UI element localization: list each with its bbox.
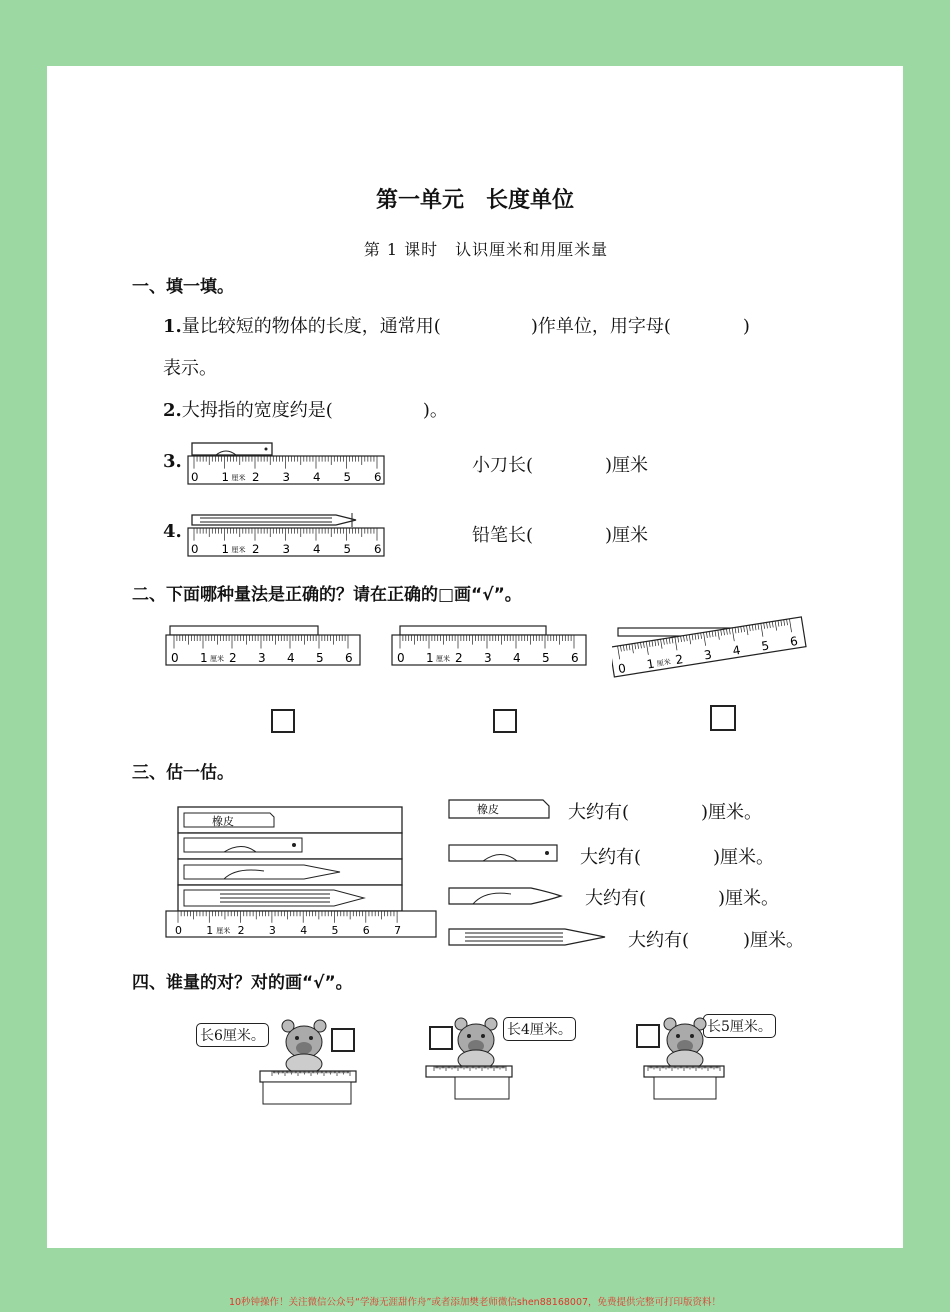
ruler-tick-label: 6 <box>571 651 579 665</box>
answer-checkbox-3[interactable] <box>710 705 736 731</box>
pencil-figure <box>445 925 610 949</box>
ruler-tick-label: 5 <box>542 651 550 665</box>
svg-text:橡皮: 橡皮 <box>212 815 234 828</box>
ruler-tick-label: 6 <box>362 924 370 937</box>
ruler-unit-label: 厘米 <box>210 655 224 663</box>
ruler-tick-label: 1 <box>200 651 208 665</box>
speech-bubble-2: 长4厘米。 <box>503 1017 576 1041</box>
ruler-unit-label: 厘米 <box>436 655 450 663</box>
question-3-number: 3. <box>163 451 182 472</box>
ruler-tick-label: 0 <box>191 470 199 484</box>
sharpener-strip-figure <box>445 842 565 866</box>
ruler-icon <box>166 635 360 665</box>
ruler-icon <box>260 1071 356 1082</box>
ruler-unit-label: 厘米 <box>216 927 231 935</box>
pencil-on-ruler-figure <box>186 510 386 560</box>
ruler-tick-label: 5 <box>343 542 351 556</box>
ruler-icon <box>188 456 384 484</box>
sharpener-strip-icon <box>184 838 302 852</box>
estimate-row-3: 大约有( )厘米。 <box>585 888 780 909</box>
eraser-icon <box>184 813 274 828</box>
question-2-text: 大拇指的宽度约是( )。 <box>181 400 448 421</box>
ruler-tick-label: 3 <box>282 542 290 556</box>
block-icon <box>263 1082 351 1104</box>
pencil-icon <box>184 890 364 906</box>
strip-icon <box>170 626 318 635</box>
answer-checkbox-2[interactable] <box>493 709 517 733</box>
page-title: 第一单元 长度单位 <box>375 188 574 213</box>
ruler-tick-label: 4 <box>313 470 321 484</box>
ruler-tick-label: 6 <box>345 651 353 665</box>
eraser-figure <box>445 796 555 822</box>
question-1-number: 1. <box>163 316 182 337</box>
bear-scene-3 <box>640 1016 730 1106</box>
knife-icon <box>192 443 272 455</box>
ruler-tick-label: 2 <box>455 651 463 665</box>
knife-on-ruler-figure <box>186 440 386 490</box>
measure-option-2-figure <box>390 622 590 670</box>
block-icon <box>654 1077 716 1099</box>
bear-scene-2 <box>425 1016 515 1106</box>
ruler-tick-label: 6 <box>788 633 799 649</box>
bear-icon <box>282 1020 326 1074</box>
measure-option-1-figure <box>164 622 364 670</box>
bear-scene-1 <box>258 1018 358 1108</box>
speech-bubble-1: 长6厘米。 <box>196 1023 269 1047</box>
knife-icon <box>449 888 561 904</box>
speech-bubble-3: 长5厘米。 <box>703 1014 776 1038</box>
ruler-tick-label: 4 <box>287 651 295 665</box>
ruler-tick-label: 3 <box>484 651 492 665</box>
pencil-icon <box>449 929 605 945</box>
ruler-tick-label: 2 <box>229 651 237 665</box>
ruler-tick-label: 1 <box>645 656 656 672</box>
question-1-line-1 <box>163 312 750 338</box>
section-4-heading: 四、谁量的对？对的画“√”。 <box>132 973 353 993</box>
bear-icon <box>455 1018 497 1070</box>
section-3-heading: 三、估一估。 <box>132 763 234 783</box>
ruler-tick-label: 5 <box>343 470 351 484</box>
ruler-tick-label: 3 <box>703 647 713 663</box>
ruler-tick-label: 1 <box>221 542 229 556</box>
ruler-unit-label: 厘米 <box>231 474 246 482</box>
ruler-tick-label: 2 <box>252 542 260 556</box>
lesson-subtitle: 第 1 课时 认识厘米和用厘米量 <box>363 240 609 259</box>
question-4-text: 铅笔长( )厘米 <box>472 525 649 546</box>
measure-option-3-figure <box>612 616 817 686</box>
ruler-icon <box>188 528 384 556</box>
section-2-heading: 二、下面哪种量法是正确的？请在正确的□画“√”。 <box>132 585 522 605</box>
ruler-icon <box>392 635 586 665</box>
estimate-row-1: 大约有( )厘米。 <box>568 802 763 823</box>
ruler-tick-label: 5 <box>331 924 339 937</box>
ruler-tick-label: 4 <box>513 651 521 665</box>
ruler-tick-label: 5 <box>760 638 771 654</box>
strip-icon <box>400 626 546 635</box>
knife-figure <box>445 884 565 908</box>
section-1-heading: 一、填一填。 <box>132 277 234 297</box>
ruler-tick-label: 1 <box>206 924 214 937</box>
eraser-icon <box>449 800 549 818</box>
ruler-tick-label: 0 <box>397 651 405 665</box>
ruler-tick-label: 6 <box>374 542 382 556</box>
ruler-tick-label: 7 <box>394 924 402 937</box>
pencil-icon <box>192 513 356 527</box>
sharpener-strip-icon <box>449 845 557 861</box>
ruler-tick-label: 0 <box>175 924 182 937</box>
ruler-tick-label: 4 <box>731 642 742 658</box>
ruler-tick-label: 4 <box>300 924 308 937</box>
question-3-text: 小刀长( )厘米 <box>472 455 649 476</box>
ruler-tick-label: 0 <box>617 661 627 677</box>
ruler-tick-label: 3 <box>268 924 276 937</box>
ruler-tick-label: 0 <box>191 542 199 556</box>
ruler-tick-label: 0 <box>171 651 179 665</box>
ruler-tick-label: 1 <box>426 651 434 665</box>
question-2-number: 2. <box>163 400 182 421</box>
ruler-unit-label: 厘米 <box>231 546 246 554</box>
block-icon <box>455 1077 509 1099</box>
ruler-tick-label: 1 <box>221 470 229 484</box>
ruler-icon <box>612 617 806 677</box>
ruler-tick-label: 3 <box>282 470 290 484</box>
ruler-tick-label: 3 <box>258 651 266 665</box>
ruler-icon <box>644 1066 724 1077</box>
question-1-text: 量比较短的物体的长度，通常用( )作单位，用字母( ) <box>181 316 750 337</box>
ruler-tick-label: 2 <box>252 470 260 484</box>
bear-icon <box>664 1018 706 1070</box>
answer-checkbox-1[interactable] <box>271 709 295 733</box>
svg-text:橡皮: 橡皮 <box>477 803 499 816</box>
knife-icon <box>184 865 340 879</box>
ruler-tick-label: 5 <box>316 651 324 665</box>
ruler-unit-label: 厘米 <box>656 657 672 669</box>
ruler-icon <box>166 911 436 937</box>
ruler-tick-label: 4 <box>313 542 321 556</box>
ruler-icon <box>426 1066 512 1077</box>
question-2 <box>163 396 448 422</box>
estimate-objects-ruler-figure <box>164 805 444 940</box>
estimate-row-4: 大约有( )厘米。 <box>628 930 805 951</box>
ruler-tick-label: 2 <box>674 652 685 668</box>
footer-promo: 10秒钟操作！关注微信公众号“学海无涯甜作舟”或者添加樊老师微信shen88168007，免费提供完整可打印版资料！ <box>228 1297 722 1308</box>
ruler-tick-label: 2 <box>237 924 245 937</box>
estimate-row-2: 大约有( )厘米。 <box>580 847 775 868</box>
question-1-line-2: 表示。 <box>163 358 217 379</box>
question-4-number: 4. <box>163 521 182 542</box>
ruler-tick-label: 6 <box>374 470 382 484</box>
